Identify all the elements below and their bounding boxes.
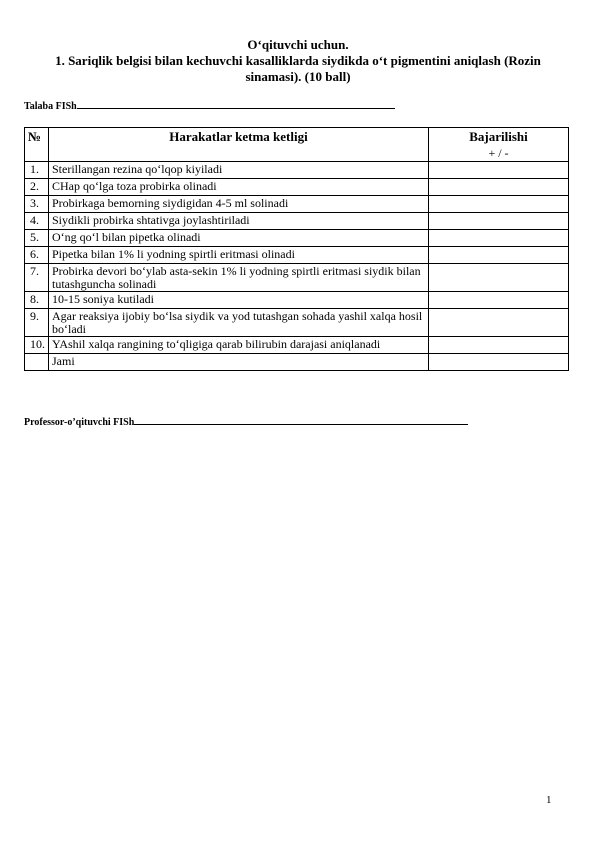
header-done <box>429 128 569 162</box>
page-number: 1 <box>546 794 552 806</box>
row-action: YAshil xalqa rangining to‘qligiga qarab bilirubin darajasi aniqlanadi <box>49 337 429 354</box>
student-name-label: Talaba FISh <box>24 101 77 112</box>
row-number: 8. <box>25 292 49 309</box>
row-action: Siydikli probirka shtativga joylashtiriladi <box>49 213 429 230</box>
row-number: 7. <box>25 264 49 292</box>
student-name-field <box>24 99 395 113</box>
row-number: 6. <box>25 247 49 264</box>
table-row <box>25 337 569 354</box>
table-row <box>25 309 569 337</box>
table-row <box>25 247 569 264</box>
row-action: 10-15 soniya kutiladi <box>49 292 429 309</box>
header-done-sub: + / - <box>488 146 509 160</box>
document-title <box>20 37 576 85</box>
row-done-cell[interactable] <box>429 213 569 230</box>
row-done-cell[interactable] <box>429 264 569 292</box>
row-number: 10. <box>25 337 49 354</box>
table-row <box>25 264 569 292</box>
row-action: CHap qo‘lga toza probirka olinadi <box>49 179 429 196</box>
row-done-cell[interactable] <box>429 247 569 264</box>
row-action: Agar reaksiya ijobiy bo‘lsa siydik va yod tutashgan sohada yashil xalqa hosil bo‘ladi <box>49 309 429 337</box>
student-name-blank[interactable] <box>77 99 395 109</box>
header-action: Harakatlar ketma ketligi <box>49 128 429 162</box>
row-number: 5. <box>25 230 49 247</box>
table-row <box>25 213 569 230</box>
professor-name-label: Professor-o’qituvchi FISh <box>24 417 135 428</box>
row-done-cell[interactable] <box>429 196 569 213</box>
row-number: 9. <box>25 309 49 337</box>
table-row <box>25 162 569 179</box>
row-done-cell[interactable] <box>429 337 569 354</box>
row-done-cell[interactable] <box>429 292 569 309</box>
total-number-cell <box>25 354 49 371</box>
professor-name-blank[interactable] <box>134 415 468 425</box>
header-number: № <box>25 128 49 162</box>
table-header-row <box>25 128 569 162</box>
table-row <box>25 196 569 213</box>
title-line-1: O‘qituvchi uchun. <box>247 37 349 52</box>
total-label: Jami <box>49 354 429 371</box>
row-done-cell[interactable] <box>429 309 569 337</box>
title-line-3: sinamasi). (10 ball) <box>245 69 351 84</box>
row-action: O‘ng qo‘l bilan pipetka olinadi <box>49 230 429 247</box>
row-number: 1. <box>25 162 49 179</box>
row-action: Sterillangan rezina qo‘lqop kiyiladi <box>49 162 429 179</box>
steps-table <box>24 127 569 371</box>
table-total-row <box>25 354 569 371</box>
total-done-cell[interactable] <box>429 354 569 371</box>
table-row <box>25 179 569 196</box>
row-done-cell[interactable] <box>429 179 569 196</box>
row-number: 4. <box>25 213 49 230</box>
title-line-2: 1. Sariqlik belgisi bilan kechuvchi kasalliklarda siydikda o‘t pigmentini aniqlash (Rozin <box>55 53 541 68</box>
row-done-cell[interactable] <box>429 230 569 247</box>
row-action: Pipetka bilan 1% li yodning spirtli eritmasi olinadi <box>49 247 429 264</box>
row-done-cell[interactable] <box>429 162 569 179</box>
row-number: 2. <box>25 179 49 196</box>
row-number: 3. <box>25 196 49 213</box>
professor-name-field <box>24 415 468 429</box>
table-row <box>25 230 569 247</box>
row-action: Probirka devori bo‘ylab asta-sekin 1% li yodning spirtli eritmasi siydik bilan tutashguncha solinadi <box>49 264 429 292</box>
row-action: Probirkaga bemorning siydigidan 4-5 ml solinadi <box>49 196 429 213</box>
header-done-label: Bajarilishi <box>469 129 528 144</box>
table-row <box>25 292 569 309</box>
